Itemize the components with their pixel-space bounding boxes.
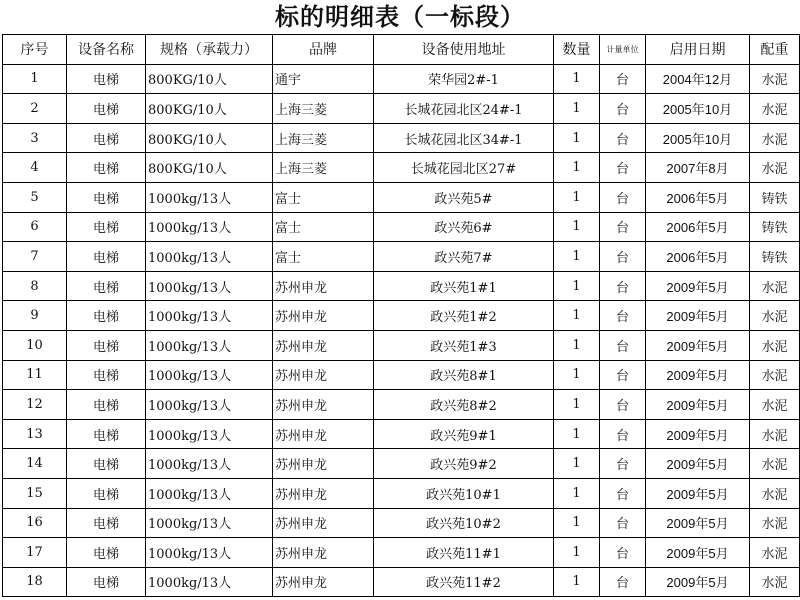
cell-weight: 水泥 [750,508,800,538]
cell-device: 电梯 [67,242,146,272]
cell-seq: 5 [3,182,67,212]
cell-unit: 台 [600,330,646,360]
cell-unit: 台 [600,508,646,538]
header-device: 设备名称 [67,35,146,65]
cell-unit: 台 [600,449,646,479]
cell-unit: 台 [600,182,646,212]
cell-brand: 苏州申龙 [273,330,374,360]
cell-date: 2006年5月 [646,182,750,212]
cell-address: 政兴苑11#1 [374,538,554,568]
cell-address: 荣华园2#-1 [374,64,554,94]
cell-spec: 1000kg/13人 [146,449,273,479]
cell-unit: 台 [600,64,646,94]
cell-unit: 台 [600,242,646,272]
cell-seq: 12 [3,390,67,420]
cell-unit: 台 [600,360,646,390]
cell-device: 电梯 [67,449,146,479]
cell-spec: 1000kg/13人 [146,538,273,568]
cell-device: 电梯 [67,182,146,212]
cell-weight: 水泥 [750,567,800,597]
cell-qty: 1 [554,449,600,479]
cell-date: 2005年10月 [646,123,750,153]
cell-date: 2009年5月 [646,330,750,360]
cell-weight: 水泥 [750,94,800,124]
cell-seq: 11 [3,360,67,390]
table-body [3,64,800,597]
cell-address: 长城花园北区27# [374,153,554,183]
cell-address: 政兴苑9#2 [374,449,554,479]
cell-address: 政兴苑9#1 [374,419,554,449]
cell-device: 电梯 [67,212,146,242]
cell-device: 电梯 [67,567,146,597]
cell-seq: 14 [3,449,67,479]
cell-qty: 1 [554,123,600,153]
cell-qty: 1 [554,478,600,508]
cell-spec: 1000kg/13人 [146,301,273,331]
cell-brand: 苏州申龙 [273,508,374,538]
cell-address: 政兴苑1#2 [374,301,554,331]
cell-address: 政兴苑1#3 [374,330,554,360]
cell-spec: 1000kg/13人 [146,567,273,597]
cell-spec: 1000kg/13人 [146,182,273,212]
table-row [3,271,800,301]
cell-device: 电梯 [67,64,146,94]
cell-device: 电梯 [67,153,146,183]
header-brand: 品牌 [273,35,374,65]
cell-date: 2009年5月 [646,419,750,449]
cell-qty: 1 [554,271,600,301]
cell-weight: 水泥 [750,360,800,390]
cell-unit: 台 [600,212,646,242]
cell-seq: 6 [3,212,67,242]
cell-spec: 1000kg/13人 [146,508,273,538]
cell-brand: 苏州申龙 [273,419,374,449]
cell-device: 电梯 [67,123,146,153]
cell-address: 政兴苑7# [374,242,554,272]
cell-spec: 1000kg/13人 [146,419,273,449]
cell-qty: 1 [554,182,600,212]
cell-spec: 1000kg/13人 [146,242,273,272]
cell-unit: 台 [600,153,646,183]
cell-unit: 台 [600,567,646,597]
cell-seq: 4 [3,153,67,183]
header-date: 启用日期 [646,35,750,65]
cell-unit: 台 [600,478,646,508]
cell-brand: 苏州申龙 [273,538,374,568]
cell-unit: 台 [600,94,646,124]
table-row [3,330,800,360]
table-row [3,94,800,124]
table-row [3,64,800,94]
cell-spec: 800KG/10人 [146,153,273,183]
cell-date: 2009年5月 [646,449,750,479]
table-row [3,360,800,390]
cell-brand: 苏州申龙 [273,478,374,508]
cell-device: 电梯 [67,390,146,420]
cell-qty: 1 [554,212,600,242]
table-header-row [3,35,800,65]
cell-spec: 1000kg/13人 [146,271,273,301]
cell-weight: 水泥 [750,330,800,360]
cell-date: 2009年5月 [646,478,750,508]
table-row [3,123,800,153]
cell-qty: 1 [554,567,600,597]
table-row [3,508,800,538]
equipment-table [2,34,800,597]
cell-brand: 苏州申龙 [273,301,374,331]
cell-seq: 2 [3,94,67,124]
cell-brand: 苏州申龙 [273,271,374,301]
cell-address: 长城花园北区24#-1 [374,94,554,124]
cell-unit: 台 [600,419,646,449]
cell-date: 2005年10月 [646,94,750,124]
cell-brand: 富士 [273,242,374,272]
cell-unit: 台 [600,301,646,331]
cell-weight: 水泥 [750,153,800,183]
cell-qty: 1 [554,360,600,390]
cell-date: 2006年5月 [646,242,750,272]
table-row [3,538,800,568]
cell-qty: 1 [554,242,600,272]
cell-seq: 13 [3,419,67,449]
cell-address: 政兴苑11#2 [374,567,554,597]
cell-device: 电梯 [67,330,146,360]
cell-date: 2007年8月 [646,153,750,183]
table-row [3,567,800,597]
cell-date: 2009年5月 [646,508,750,538]
cell-weight: 水泥 [750,123,800,153]
cell-seq: 16 [3,508,67,538]
cell-seq: 18 [3,567,67,597]
cell-date: 2004年12月 [646,64,750,94]
cell-brand: 上海三菱 [273,123,374,153]
cell-weight: 铸铁 [750,212,800,242]
table-row [3,212,800,242]
cell-address: 政兴苑10#2 [374,508,554,538]
cell-weight: 铸铁 [750,182,800,212]
cell-date: 2009年5月 [646,360,750,390]
cell-qty: 1 [554,508,600,538]
cell-brand: 苏州申龙 [273,567,374,597]
cell-weight: 水泥 [750,301,800,331]
cell-brand: 上海三菱 [273,94,374,124]
cell-weight: 水泥 [750,419,800,449]
cell-device: 电梯 [67,478,146,508]
cell-unit: 台 [600,123,646,153]
cell-date: 2009年5月 [646,538,750,568]
cell-spec: 1000kg/13人 [146,212,273,242]
cell-date: 2009年5月 [646,390,750,420]
cell-brand: 通宇 [273,64,374,94]
cell-spec: 800KG/10人 [146,64,273,94]
cell-address: 政兴苑8#2 [374,390,554,420]
table-row [3,242,800,272]
cell-device: 电梯 [67,419,146,449]
table-row [3,449,800,479]
cell-qty: 1 [554,64,600,94]
header-weight: 配重 [750,35,800,65]
cell-qty: 1 [554,330,600,360]
cell-device: 电梯 [67,538,146,568]
cell-seq: 15 [3,478,67,508]
cell-seq: 8 [3,271,67,301]
table-row [3,182,800,212]
cell-date: 2009年5月 [646,301,750,331]
cell-date: 2006年5月 [646,212,750,242]
cell-seq: 7 [3,242,67,272]
cell-device: 电梯 [67,360,146,390]
table-row [3,419,800,449]
table-row [3,390,800,420]
cell-weight: 水泥 [750,64,800,94]
cell-weight: 水泥 [750,449,800,479]
cell-brand: 苏州申龙 [273,449,374,479]
cell-spec: 800KG/10人 [146,123,273,153]
cell-spec: 1000kg/13人 [146,478,273,508]
cell-spec: 1000kg/13人 [146,330,273,360]
cell-seq: 3 [3,123,67,153]
cell-weight: 水泥 [750,478,800,508]
cell-unit: 台 [600,271,646,301]
cell-address: 政兴苑5# [374,182,554,212]
cell-brand: 上海三菱 [273,153,374,183]
cell-address: 政兴苑1#1 [374,271,554,301]
header-spec: 规格（承载力） [146,35,273,65]
cell-qty: 1 [554,390,600,420]
header-address: 设备使用地址 [374,35,554,65]
cell-unit: 台 [600,390,646,420]
header-qty: 数量 [554,35,600,65]
cell-device: 电梯 [67,94,146,124]
cell-weight: 铸铁 [750,242,800,272]
cell-qty: 1 [554,538,600,568]
cell-unit: 台 [600,538,646,568]
table-row [3,153,800,183]
cell-brand: 富士 [273,212,374,242]
cell-brand: 苏州申龙 [273,390,374,420]
cell-weight: 水泥 [750,271,800,301]
cell-address: 长城花园北区34#-1 [374,123,554,153]
cell-seq: 9 [3,301,67,331]
cell-spec: 800KG/10人 [146,94,273,124]
cell-device: 电梯 [67,508,146,538]
cell-spec: 1000kg/13人 [146,360,273,390]
cell-seq: 1 [3,64,67,94]
cell-address: 政兴苑10#1 [374,478,554,508]
cell-spec: 1000kg/13人 [146,390,273,420]
header-unit: 计量单位 [600,35,646,65]
cell-qty: 1 [554,94,600,124]
page-title: 标的明细表（一标段） [275,3,525,31]
cell-brand: 富士 [273,182,374,212]
cell-qty: 1 [554,153,600,183]
cell-brand: 苏州申龙 [273,360,374,390]
cell-address: 政兴苑8#1 [374,360,554,390]
cell-date: 2009年5月 [646,271,750,301]
table-row [3,301,800,331]
cell-weight: 水泥 [750,538,800,568]
header-seq: 序号 [3,35,67,65]
cell-seq: 17 [3,538,67,568]
cell-weight: 水泥 [750,390,800,420]
cell-qty: 1 [554,419,600,449]
cell-qty: 1 [554,301,600,331]
cell-date: 2009年5月 [646,567,750,597]
table-row [3,478,800,508]
cell-seq: 10 [3,330,67,360]
cell-device: 电梯 [67,271,146,301]
cell-device: 电梯 [67,301,146,331]
cell-address: 政兴苑6# [374,212,554,242]
